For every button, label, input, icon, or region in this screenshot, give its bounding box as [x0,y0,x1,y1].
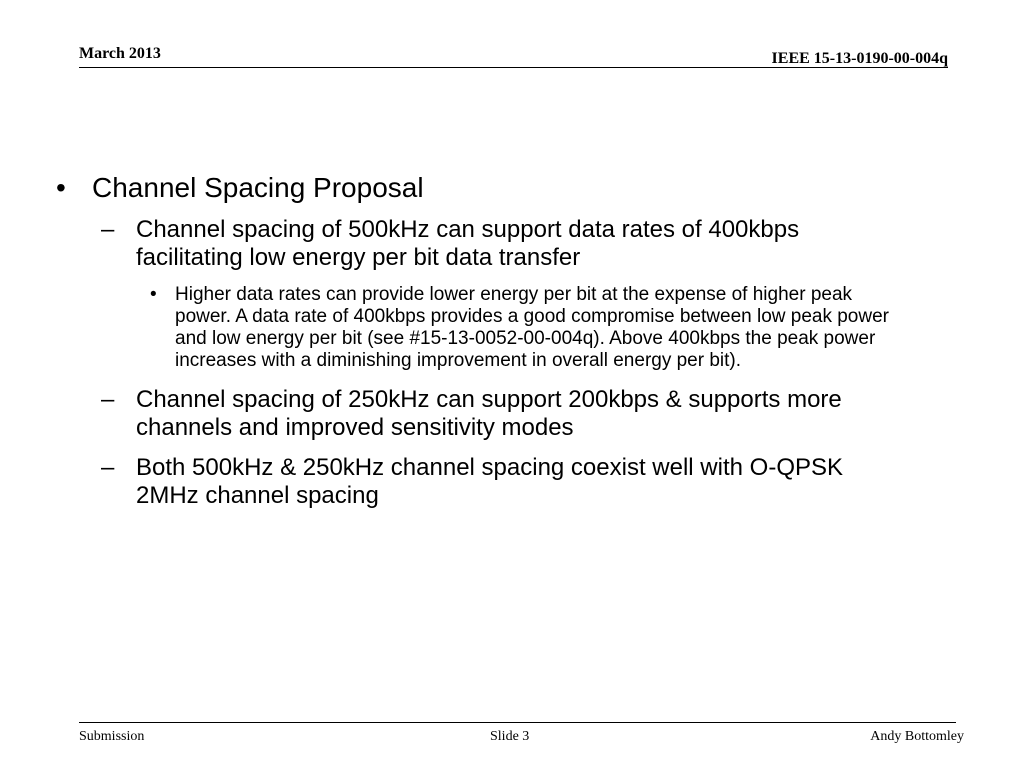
footer-submission: Submission [79,729,145,744]
point-coexistence [101,454,881,510]
footer-author: Andy Bottomley [870,729,964,744]
slide-content [56,170,936,522]
point-500khz [101,216,881,272]
header-divider [79,67,948,68]
dash-marker: – [101,454,115,481]
point-coexistence-text: Both 500kHz & 250kHz channel spacing coexist well with O-QPSK 2MHz channel spacing [136,454,844,509]
bullet-dot: • [150,284,157,305]
bullet-dot: • [56,172,66,203]
point-500khz-text: Channel spacing of 500kHz can support data rates of 400kbps facilitating low energy per bit data transfer [136,216,800,271]
footer-slide-number: Slide 3 [490,729,530,744]
point-250khz [101,386,881,442]
footer-divider [79,722,956,723]
point-500khz-detail-text: Higher data rates can provide lower energy per bit at the expense of higher peak power. A data rate of 400kbps provides a good compromise between low peak power and low energy per bit (see #15-13-0052-00-004q). Above 400kbps the peak power increases with a diminishing improvement in overall energy per bit). [175,284,889,371]
point-250khz-text: Channel spacing of 250kHz can support 200kbps & supports more channels and improved sensitivity modes [136,386,842,441]
slide-heading: Channel Spacing Proposal [92,172,424,203]
header-date: March 2013 [79,45,161,62]
point-500khz-detail [150,284,890,372]
bullet-channel-spacing-proposal [56,170,936,206]
header-document-id: IEEE 15-13-0190-00-004q [771,50,948,67]
dash-marker: – [101,386,115,413]
dash-marker: – [101,216,115,243]
